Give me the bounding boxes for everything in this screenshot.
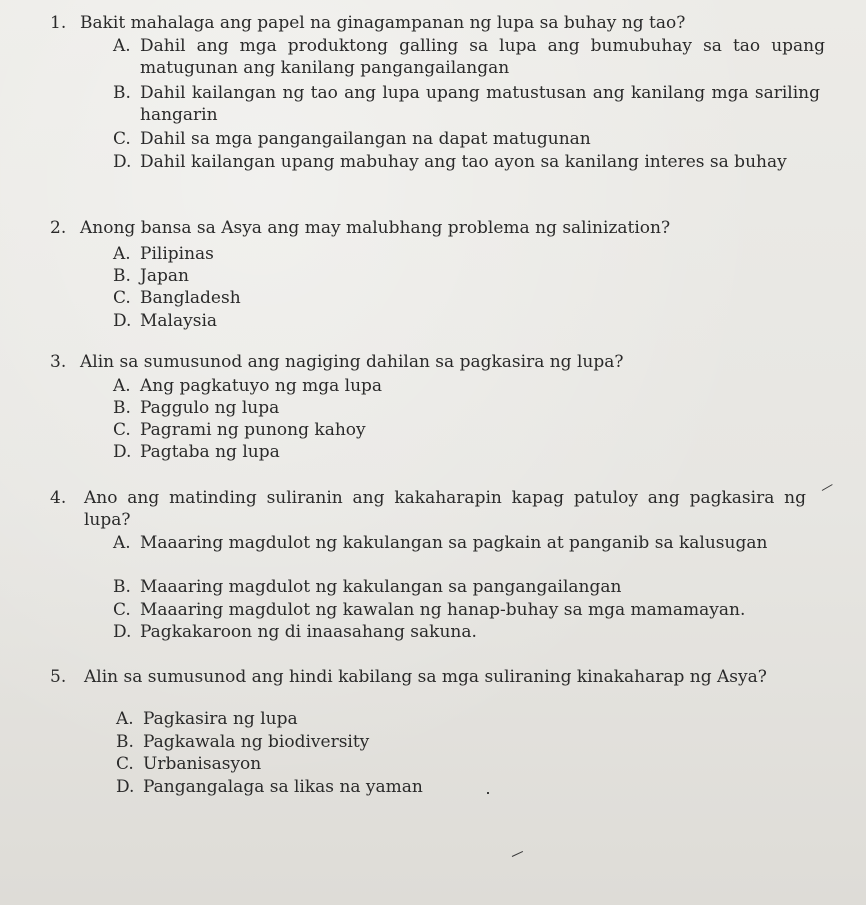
option-letter: D. <box>113 622 132 642</box>
option-letter: D. <box>116 777 135 797</box>
option-text: Paggulo ng lupa <box>140 398 280 418</box>
pen-mark <box>822 484 833 491</box>
option-text: Maaaring magdulot ng kawalan ng hanap-buhay sa mga mamamayan. <box>140 600 746 620</box>
option-text: Pilipinas <box>140 244 214 264</box>
option-letter: B. <box>116 732 134 752</box>
option-letter: D. <box>113 442 132 462</box>
question-5-number: 5. <box>50 667 67 687</box>
question-1-number: 1. <box>50 13 67 33</box>
question-1-text: Bakit mahalaga ang papel na ginagampanan ng lupa sa buhay ng tao? <box>80 13 686 33</box>
option-letter: C. <box>113 600 131 620</box>
option-text: Dahil kailangan ng tao ang lupa upang matustusan ang kanilang mga sariling hangarin <box>140 83 820 125</box>
option-letter: B. <box>113 83 131 103</box>
option-text: Maaaring magdulot ng kakulangan sa pangangailangan <box>140 577 622 597</box>
option-text: Urbanisasyon <box>143 754 262 774</box>
option-text: Bangladesh <box>140 288 241 308</box>
option-text: Maaaring magdulot ng kakulangan sa pagkain at panganib sa kalusugan <box>140 533 768 553</box>
option-letter: B. <box>113 398 131 418</box>
option-letter: D. <box>113 152 132 172</box>
option-letter: C. <box>116 754 134 774</box>
question-3-number: 3. <box>50 352 67 372</box>
question-2-number: 2. <box>50 218 67 238</box>
option-text: Pangangalaga sa likas na yaman <box>143 777 423 797</box>
option-text: Pagkawala ng biodiversity <box>143 732 370 752</box>
option-text: Japan <box>140 266 189 286</box>
question-4-text: Ano ang matinding suliranin ang kakaharapin kapag patuloy ang pagkasira ng lupa? <box>84 488 806 530</box>
option-letter: C. <box>113 129 131 149</box>
option-letter: D. <box>113 311 132 331</box>
option-letter: B. <box>113 266 131 286</box>
option-letter: A. <box>113 533 131 553</box>
question-3-text: Alin sa sumusunod ang nagiging dahilan sa pagkasira ng lupa? <box>80 352 624 372</box>
option-text: Dahil ang mga produktong galling sa lupa ang bumubuhay sa tao upang matugunan ang kanilang pangangailangan <box>140 36 825 78</box>
option-text: Ang pagkatuyo ng mga lupa <box>140 376 383 396</box>
option-text: Pagrami ng punong kahoy <box>140 420 366 440</box>
option-text: Pagkakaroon ng di inaasahang sakuna. <box>140 622 477 642</box>
option-letter: C. <box>113 420 131 440</box>
option-text: Dahil kailangan upang mabuhay ang tao ayon sa kanilang interes sa buhay <box>140 152 787 172</box>
option-letter: A. <box>116 709 134 729</box>
option-text: Malaysia <box>140 311 218 331</box>
option-letter: A. <box>113 36 131 56</box>
option-text: Pagkasira ng lupa <box>143 709 298 729</box>
pen-mark <box>487 792 489 794</box>
question-5-text: Alin sa sumusunod ang hindi kabilang sa mga suliraning kinakaharap ng Asya? <box>84 667 767 687</box>
pen-mark <box>512 851 523 857</box>
option-letter: B. <box>113 577 131 597</box>
option-text: Pagtaba ng lupa <box>140 442 280 462</box>
option-letter: A. <box>113 244 131 264</box>
question-4-number: 4. <box>50 488 67 508</box>
option-text: Dahil sa mga pangangailangan na dapat matugunan <box>140 129 591 149</box>
option-letter: C. <box>113 288 131 308</box>
question-2-text: Anong bansa sa Asya ang may malubhang problema ng salinization? <box>80 218 671 238</box>
option-letter: A. <box>113 376 131 396</box>
